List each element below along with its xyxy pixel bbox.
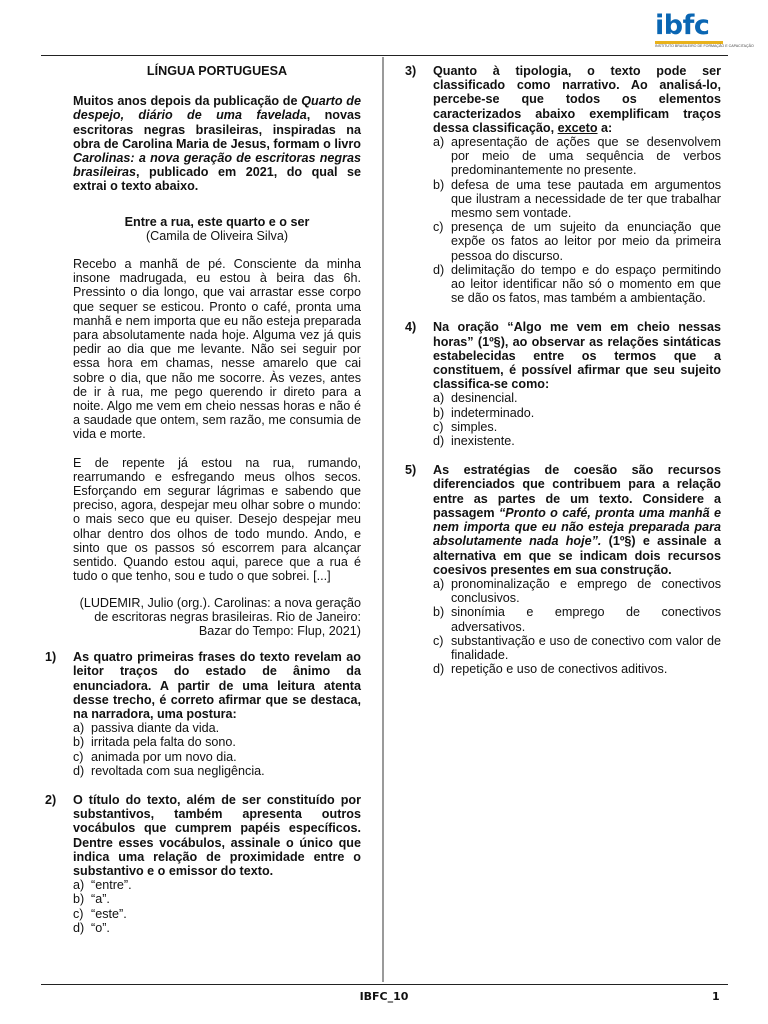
option-a [73,721,361,735]
stem-quote: “Pronto o café, pronta uma manhã e nem importa que eu não esteja preparada para absolutamente nada hoje”. [433,505,721,549]
footer-code: IBFC_10 [359,990,409,1003]
option-text: simples. [451,419,498,434]
option-a [433,391,721,405]
option-text: delimitação do tempo e do espaço permitindo ao leitor identificar não só o momento em que se dão os fatos, mas também a ambientação. [451,262,721,306]
option-text: “o”. [91,920,110,935]
option-letter: b) [73,735,85,750]
section-title: LÍNGUA PORTUGUESA [146,64,288,78]
option-text: inexistente. [451,434,515,449]
stem-text-end: a: [597,120,613,135]
logo-wordmark: ibfc [655,10,710,41]
option-d [73,764,361,778]
citation-line: de escritoras negras brasileiras. Rio de Janeiro: [94,609,361,624]
question-number: 1) [45,650,57,665]
option-c [433,634,721,662]
right-column [405,64,721,676]
option-text: animada por um novo dia. [91,749,237,764]
option-b [433,605,721,633]
citation-line: (LUDEMIR, Julio (org.). Carolinas: a nova geração [79,595,361,610]
option-text: defesa de uma tese pautada em argumentos que ilustram a necessidade de ter que trabalhar mesmo sem vontade. [451,177,721,221]
option-d [433,662,721,676]
option-a [433,135,721,178]
option-letter: c) [433,419,444,434]
citation-line: Bazar do Tempo: Flup, 2021) [198,623,361,638]
page-number: 1 [712,990,720,1003]
stem-text-end: (1º§) e assinale a alternativa em que se indicam dois recursos coesivos presentes em sua construção. [433,534,722,577]
option-b [433,178,721,221]
question-number: 4) [405,320,417,335]
question-stem [433,64,721,135]
option-text: “a”. [91,892,110,907]
text-paragraph-1: Recebo a manhã de pé. Consciente da minha insone madrugada, eu estou à beira das 6h. Pressinto o dia longo, que vai arrastar esse corpo que sequer se esticou. Pronto o café, pronta uma manhã e nem importa que eu não esteja preparada para absolutamente nada hoje. Alguma vez já quis pedir ao dia que me levante. Não sei seguir por essa hora em chamas, nesse amarelo que cai sobre o dia, que não me socorre. Às vezes, antes de ir à rua, me pego querendo ir direto para a noite. Algo me vem em cheio nessas horas e não é a saudade que ontem, sem razão, me consumia de vida e morte. [73,257,361,442]
option-letter: c) [73,749,84,764]
stem-text: As estratégias de coesão são recursos diferenciados que contribuem para a relação entre as partes de um texto. Considere a passagem [433,463,721,520]
ibfc-logo [655,10,754,50]
option-letter: c) [433,220,444,235]
left-column [45,64,361,935]
intro-paragraph [73,94,361,193]
logo-tagline: INSTITUTO BRASILEIRO DE FORMAÇÃO E CAPACITAÇÃO [655,44,754,48]
column-divider [382,57,384,982]
question-3 [405,64,721,305]
option-letter: a) [433,135,445,150]
text-paragraph-2: E de repente já estou na rua, rumando, rearrumando e esfregando meus olhos secos. Esforçando em segurar lágrimas e sabendo que preciso, agora, despejar meu olhar sobre o mundo: o mais seco que eu quiser. Desejo despejar meu olhar dentro dos olhos de todo mundo. Ando, e sinto que os passos só escorrem para alcançar sentido. Quando estou aqui, parece que a rua é tudo o que tenho, sou e tudo o que sobrei. [...] [73,455,361,584]
text-author: (Camila de Oliveira Silva) [145,228,289,243]
question-number: 3) [405,64,417,78]
question-number: 2) [45,792,57,807]
option-d [73,921,361,935]
option-a [433,577,721,605]
question-stem [433,463,721,577]
question-5 [405,463,721,676]
option-text: passiva diante da vida. [91,721,220,736]
option-letter: d) [73,763,85,778]
option-text: repetição e uso de conectivos aditivos. [451,662,668,677]
option-letter: b) [433,405,445,420]
question-1 [45,650,361,778]
citation [73,596,361,639]
stem-emphasis: exceto [557,120,598,135]
stem-text: Quanto à tipologia, o texto pode ser classificado como narrativo. Ao analisá-lo, percebe-se que todos os elementos caracterizados abaixo exemplificam traços dessa classificação, [433,64,721,135]
footer-rule [41,984,728,985]
option-letter: a) [433,576,445,591]
option-letter: d) [433,434,445,449]
option-text: revoltada com sua negligência. [91,763,265,778]
option-letter: a) [73,878,85,893]
question-number: 5) [405,463,417,478]
option-c [433,220,721,263]
option-c [433,420,721,434]
option-letter: a) [433,391,445,406]
option-letter: b) [433,177,445,192]
header-rule [41,55,728,56]
option-b [433,406,721,420]
option-letter: d) [433,662,445,677]
option-letter: b) [73,892,85,907]
intro-text-3: , publicado em 2021, do qual se extrai o texto abaixo. [73,165,361,194]
option-text: presença de um sujeito da enunciação que expõe os fatos ao leitor por meio da primeira pessoa do discurso. [451,220,721,263]
option-text: pronominalização e emprego de conectivos conclusivos. [451,576,721,606]
option-c [73,907,361,921]
option-letter: b) [433,605,445,620]
intro-book-title-2: Carolinas: a nova geração de escritoras negras brasileiras [73,151,361,180]
intro-book-title-1: Quarto de despejo, diário de uma favelada [73,94,361,123]
option-letter: c) [433,633,444,648]
option-letter: c) [73,906,84,921]
question-4 [405,320,721,448]
option-text: indeterminado. [451,405,535,420]
option-b [73,735,361,749]
option-b [73,892,361,906]
question-stem: Na oração “Algo me vem em cheio nessas horas” (1º§), ao observar as relações sintáticas estabelecidas entre os termos que a constituem, é possível afirmar que seu sujeito classifica-se como: [433,320,721,392]
option-d [433,263,721,306]
option-c [73,750,361,764]
option-a [73,878,361,892]
question-2 [45,793,361,935]
option-text: substantivação e uso de conectivo com valor de finalidade. [451,633,721,662]
intro-text-1: Muitos anos depois da publicação de [73,94,302,109]
option-d [433,434,721,448]
intro-text-2: , novas escritoras negras brasileiras, inspiradas na obra de Carolina Maria de Jesus, formam o livro [73,108,361,151]
option-letter: a) [73,721,85,736]
option-text: “entre”. [91,878,132,893]
option-text: “este”. [91,906,127,921]
question-stem: O título do texto, além de ser constituído por substantivos, também apresenta outros vocábulos que cumprem papéis específicos. Dentre esses vocábulos, assinale o único que indica uma relação de proximidade entre o substantivo e o emissor do texto. [73,792,361,878]
text-title: Entre a rua, este quarto e o ser [124,214,310,229]
question-stem: As quatro primeiras frases do texto revelam ao leitor traços do estado de ânimo da enunciadora. A partir de uma leitura atenta desse trecho, é correto afirmar que se destaca, na narradora, uma postura: [73,650,361,721]
option-text: apresentação de ações que se desenvolvem por meio de uma sequência de verbos predominantemente no presente. [451,135,721,178]
option-letter: d) [433,262,445,277]
option-text: desinencial. [451,391,518,406]
option-text: sinonímia e emprego de conectivos adversativos. [451,605,721,634]
option-text: irritada pela falta do sono. [91,735,236,750]
option-letter: d) [73,920,85,935]
